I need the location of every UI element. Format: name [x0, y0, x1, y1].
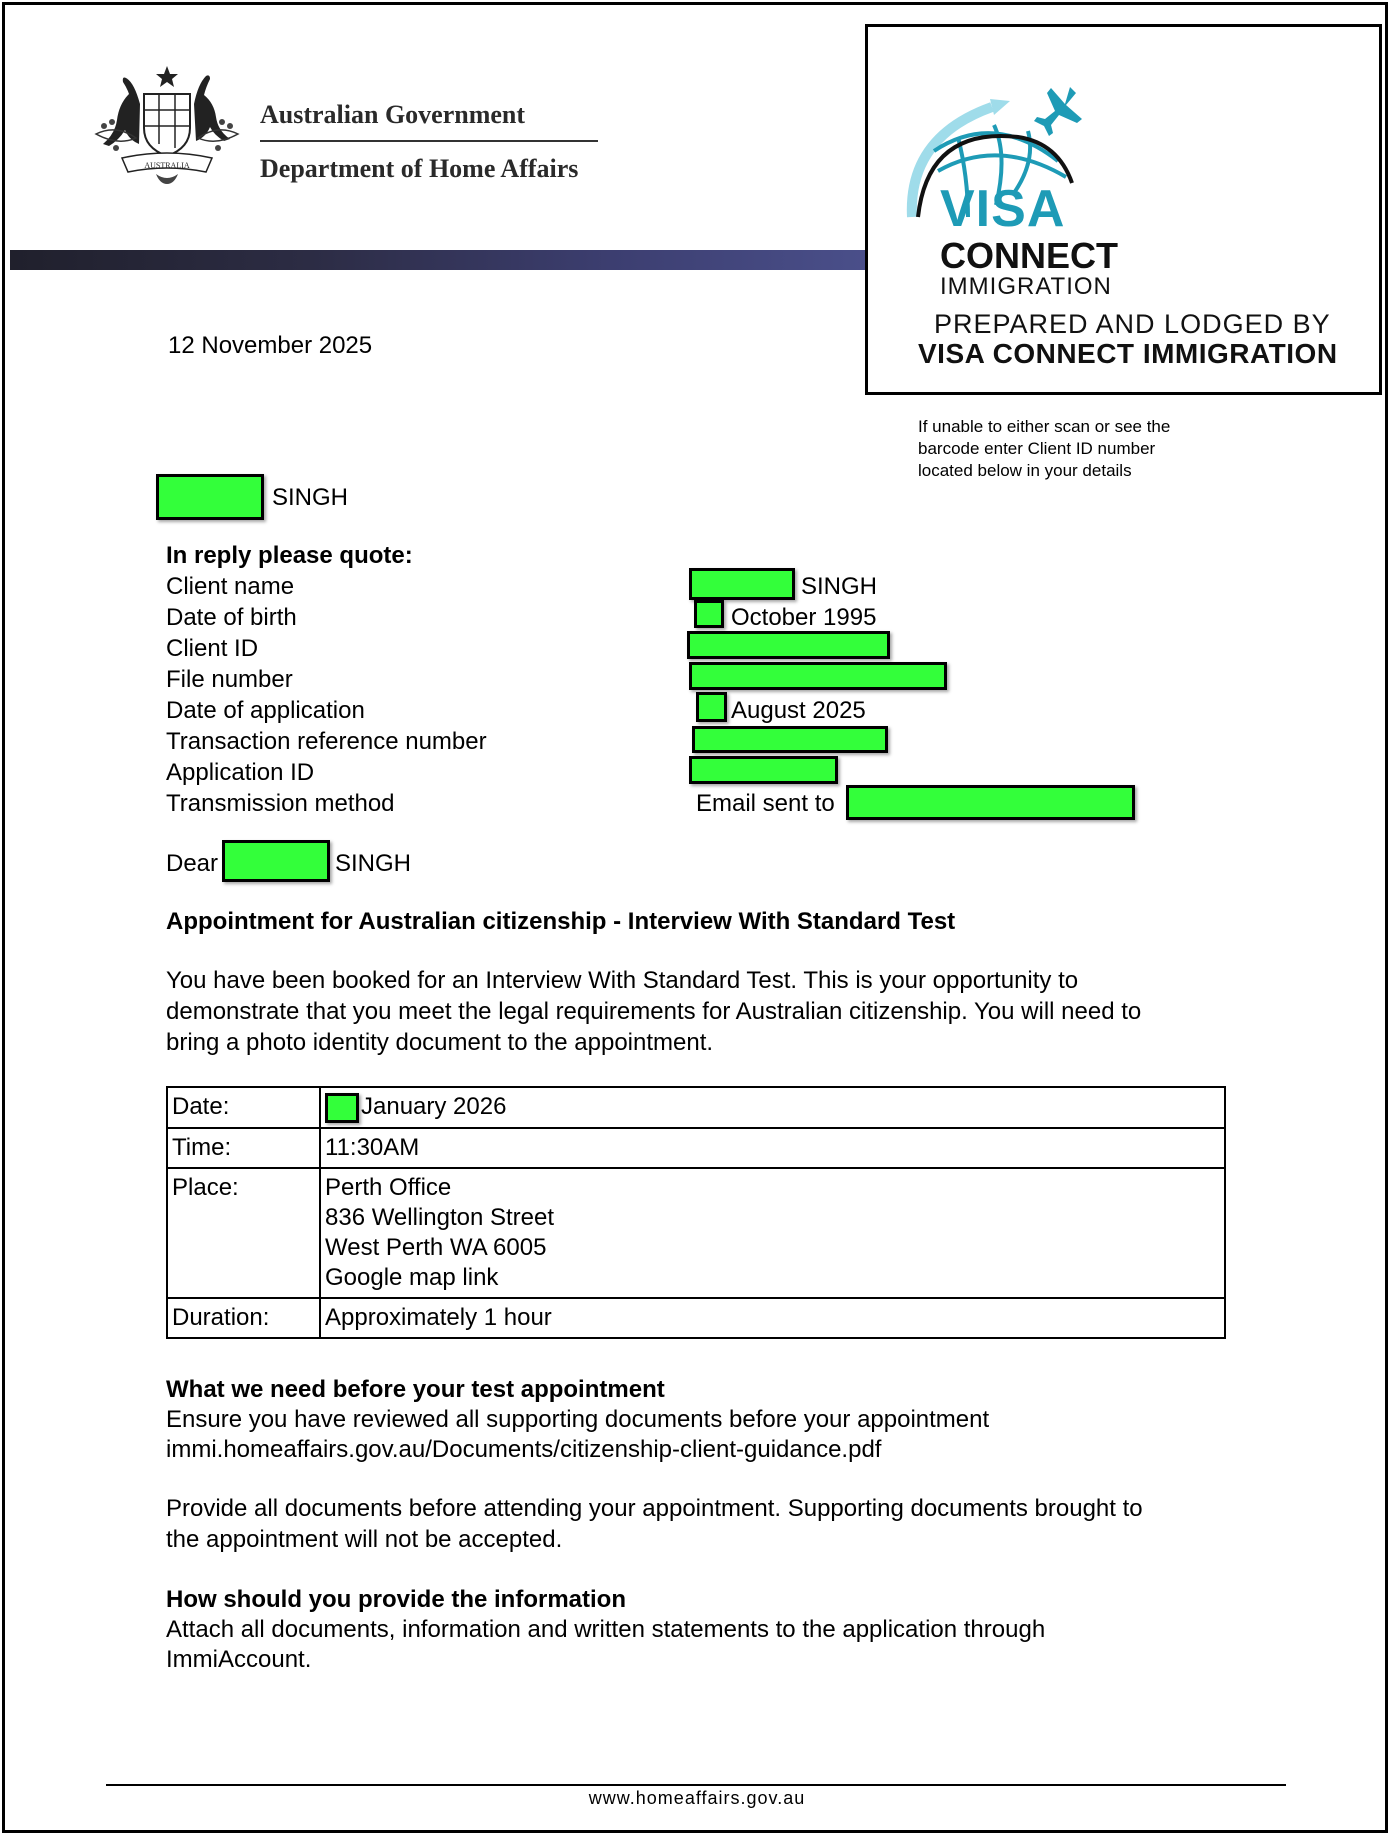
field-label-transaction-ref: Transaction reference number: [166, 728, 487, 755]
field-label-date-of-birth: Date of birth: [166, 604, 297, 631]
redaction-block: [156, 474, 264, 520]
government-name: Australian Government: [260, 100, 526, 129]
header-band: [10, 250, 868, 270]
before-para2-line1: Provide all documents before attending your appointment. Supporting documents brought to: [166, 1495, 1143, 1522]
intro-paragraph: [166, 965, 1141, 1058]
field-label-application-id: Application ID: [166, 759, 315, 786]
table-row: [167, 1128, 1225, 1168]
barcode-note-line: If unable to either scan or see the: [918, 417, 1171, 436]
redaction-block: [846, 785, 1135, 820]
table-row: [167, 1298, 1225, 1338]
redaction-block: [689, 756, 838, 784]
field-label-file-number: File number: [166, 666, 293, 693]
intro-line: bring a photo identity document to the appointment.: [166, 1029, 714, 1056]
guidance-link[interactable]: immi.homeaffairs.gov.au/Documents/citizenship-client-guidance.pdf: [166, 1436, 882, 1463]
duration-label: Duration:: [167, 1298, 320, 1338]
redaction-block: [692, 726, 888, 753]
field-value-transmission-method: Email sent to: [696, 790, 835, 817]
redaction-block: [694, 600, 724, 628]
appointment-table: [166, 1086, 1226, 1339]
stamp-visa-word: VISA: [940, 180, 1066, 238]
place-suburb: West Perth WA 6005: [325, 1233, 547, 1261]
crest-scroll-label: AUSTRALIA: [144, 161, 190, 170]
field-value-date-of-birth: October 1995: [731, 604, 877, 631]
time-label: Time:: [167, 1128, 320, 1168]
field-value-client-name: SINGH: [801, 573, 878, 600]
barcode-note: [918, 416, 1208, 482]
duration-value: Approximately 1 hour: [320, 1298, 1225, 1338]
header-divider: [260, 140, 598, 142]
redaction-block: [689, 662, 947, 690]
field-label-date-of-application: Date of application: [166, 697, 365, 724]
addressee-surname: SINGH: [272, 484, 349, 511]
intro-line: demonstrate that you meet the legal requirements for Australian citizenship. You will need to: [166, 998, 1142, 1025]
lodgement-stamp: [865, 24, 1382, 395]
before-heading: What we need before your test appointment: [166, 1376, 665, 1403]
date-label: Date:: [167, 1087, 320, 1128]
stamp-prepared-line2: VISA CONNECT IMMIGRATION: [918, 338, 1338, 369]
redaction-block: [222, 840, 330, 882]
stamp-prepared-line1: PREPARED AND LODGED BY: [934, 309, 1331, 339]
how-line1: Attach all documents, information and written statements to the application through: [166, 1616, 1046, 1643]
redaction-block: [687, 631, 890, 659]
place-street: 836 Wellington Street: [325, 1203, 555, 1231]
coat-of-arms-icon: [86, 64, 248, 186]
intro-line: You have been booked for an Interview With Standard Test. This is your opportunity to: [166, 967, 1079, 994]
date-cell: [320, 1087, 1225, 1128]
place-cell: [320, 1168, 1225, 1298]
redaction-block: [696, 692, 727, 722]
footer-divider: [106, 1784, 1286, 1786]
before-para2-line2: the appointment will not be accepted.: [166, 1526, 563, 1553]
immiaccount-text: ImmiAccount.: [166, 1646, 312, 1673]
barcode-note-line: barcode enter Client ID number: [918, 439, 1156, 458]
field-label-transmission-method: Transmission method: [166, 790, 395, 817]
salutation-dear: Dear: [166, 850, 219, 877]
table-row: [167, 1168, 1225, 1298]
salutation-surname: SINGH: [335, 850, 412, 877]
date-value: January 2026: [361, 1093, 507, 1120]
how-heading: How should you provide the information: [166, 1586, 626, 1613]
letter-subject: Appointment for Australian citizenship - Interview With Standard Test: [166, 908, 956, 935]
before-line1: Ensure you have reviewed all supporting documents before your appointment: [166, 1406, 990, 1433]
place-label: Place:: [167, 1168, 320, 1298]
barcode-note-line: located below in your details: [918, 461, 1132, 480]
field-label-client-id: Client ID: [166, 635, 259, 662]
redaction-block: [325, 1093, 359, 1123]
field-value-date-of-application: August 2025: [731, 697, 866, 724]
redaction-block: [689, 568, 795, 600]
footer-url[interactable]: www.homeaffairs.gov.au: [588, 1788, 806, 1808]
stamp-connect-word: CONNECT: [940, 235, 1118, 276]
stamp-immigration-word: IMMIGRATION: [940, 273, 1112, 300]
google-map-link[interactable]: Google map link: [325, 1263, 499, 1291]
field-label-client-name: Client name: [166, 573, 295, 600]
letter-date: 12 November 2025: [168, 332, 373, 359]
reply-heading: In reply please quote:: [166, 542, 413, 569]
table-row: [167, 1087, 1225, 1128]
place-office: Perth Office: [325, 1173, 452, 1201]
time-value: 11:30AM: [320, 1128, 1225, 1168]
department-name: Department of Home Affairs: [260, 154, 579, 183]
